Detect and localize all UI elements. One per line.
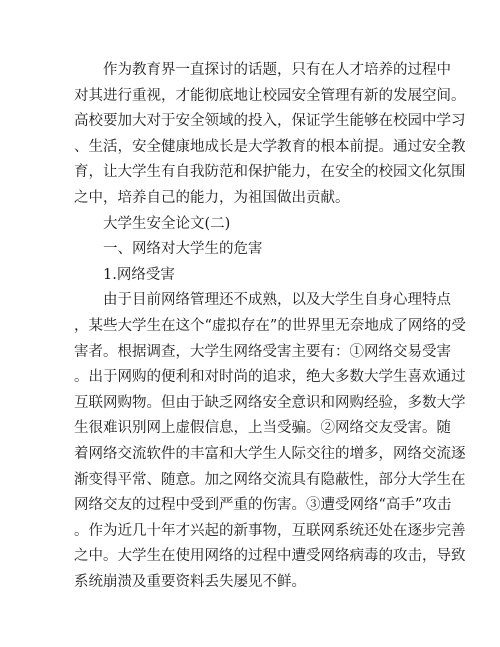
- text-line: 。作为近几十年才兴起的新事物，互联网系统还处在逐步完善: [74, 522, 466, 539]
- text-line: 高校要加大对于安全领域的投入，保证学生能够在校园中学习: [74, 113, 466, 130]
- text-line: 生很难识别网上虚假信息，上当受骗。②网络交友受害。随: [74, 420, 451, 437]
- text-line: 网络交友的过程中受到严重的伤害。③遭受网络“高手”攻击: [74, 497, 452, 514]
- text-line: 由于目前网络管理还不成熟，以及大学生自身心理特点: [74, 292, 451, 309]
- text-line: 。出于网购的便利和对时尚的追求，绝大多数大学生喜欢通过: [74, 369, 466, 386]
- text-line: ，某些大学生在这个“虚拟存在”的世界里无奈地成了网络的受: [74, 317, 466, 334]
- text-line: 着网络交流软件的丰富和大学生人际交往的增多，网络交流逐: [74, 445, 466, 462]
- text-line: 渐变得平常、随意。加之网络交流具有隐蔽性，部分大学生在: [74, 471, 466, 488]
- text-line: 、生活，安全健康地成长是大学教育的根本前提。通过安全教: [74, 138, 466, 155]
- section-heading: 大学生安全论文(二): [74, 215, 231, 232]
- document-page: [74, 58, 466, 595]
- subsection-heading: 一、网络对大学生的危害: [74, 241, 263, 258]
- text-line: 系统崩溃及重要资料丢失屡见不鲜。: [74, 573, 306, 590]
- text-line: 育，让大学生有自我防范和保护能力，在安全的校园文化氛围: [74, 164, 466, 181]
- text-line: 作为教育界一直探讨的话题，只有在人才培养的过程中: [74, 62, 451, 78]
- text-line: 互联网购物。但由于缺乏网络安全意识和网购经验，多数大学: [74, 394, 466, 411]
- text-line: 之中。大学生在使用网络的过程中遭受网络病毒的攻击，导致: [74, 548, 466, 565]
- text-line: 害者。根据调查，大学生网络受害主要有：①网络交易受害: [74, 343, 451, 360]
- subsection-heading: 1.网络受害: [74, 266, 175, 283]
- text-line: 对其进行重视，才能彻底地让校园安全管理有新的发展空间。: [74, 87, 466, 104]
- text-line: 之中，培养自己的能力，为祖国做出贡献。: [74, 189, 350, 206]
